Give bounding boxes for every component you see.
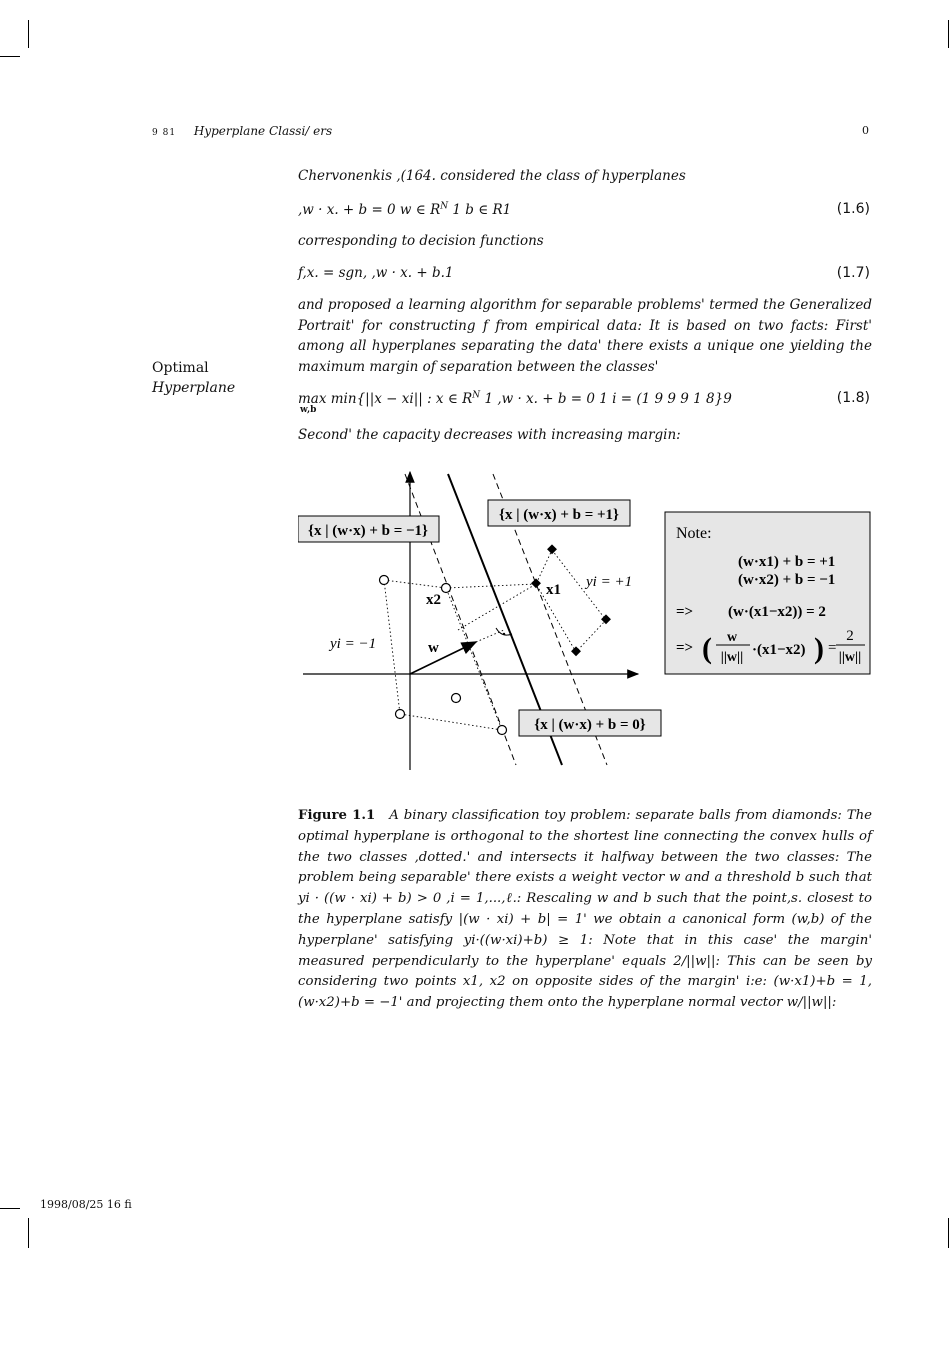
label-w: w: [428, 640, 439, 656]
w-vector: [410, 642, 476, 674]
figure-caption: [298, 806, 872, 1014]
page-number: 9 81: [152, 128, 177, 138]
note-frac2-num: 2: [846, 628, 854, 644]
footer-date: 1998/08/25 16 fi: [40, 1198, 132, 1211]
equation-1-6-body: ,w · x. + b = 0 w ∈ $R^N$ 1 b ∈ R1: [298, 201, 512, 218]
figure-caption-label: Figure 1.1: [298, 808, 376, 823]
ball: [396, 710, 405, 719]
ball: [442, 584, 451, 593]
ball: [498, 726, 507, 735]
intro-paragraph: Chervonenkis ,(164. considered the class of hyperplanes: [298, 168, 686, 184]
note-arrow1: =>: [676, 604, 694, 620]
hull-negative: [384, 580, 502, 730]
label-yi-pos: yi = +1: [586, 574, 633, 590]
hull-positive: [536, 550, 606, 652]
corresponding-paragraph: corresponding to decision functions: [298, 233, 544, 249]
note-arrow2: =>: [676, 640, 694, 656]
diamond: [547, 544, 557, 554]
crop-mark-top-right-v: [948, 20, 949, 48]
diamond: [531, 578, 541, 588]
note-eq: =: [828, 640, 837, 656]
diamond: [601, 614, 611, 624]
crop-mark-bottom-left-h: [0, 1208, 20, 1209]
equation-1-7-body: f,x. = sgn, ,w · x. + b.1: [298, 265, 454, 281]
note-frac1-den: ||w||: [720, 650, 744, 665]
margin-note: [152, 358, 235, 398]
diamond: [571, 646, 581, 656]
figure-caption-text: A binary classification toy problem: separate balls from diamonds: The optimal hyperplane is orthogonal to the shortest line connecting the convex hulls of the two classes ,dotted.' and intersects it halfway between the two classes: The problem being separable' there exists a weight vector w and a threshold b such that yi · ((w · xi) + b) > 0 ,i = 1,...,ℓ.: Rescaling w and b such that the point,s. closest to the hyperplane satisfy |(w · xi) + b| = 1' we obtain a canonical form (w,b) of the hyperplane' satisfying yi·((w·xi)+b) ≥ 1: Note that in this case' the margin' measured perpendicularly to the hyperplane' equals 2/||w||: This can be seen by considering two points x1, x2 on opposite sides of the margin' i:e: (w·x1)+b = 1, (w·x2)+b = −1' and projecting them onto the hyperplane normal vector w/||w||:: [298, 808, 873, 1011]
note-line3: (w·(x1−x2)) = 2: [728, 604, 826, 620]
proposed-paragraph: and proposed a learning algorithm for separable problems' termed the Generalized Portrait' for constructing f from empirical data: It is based on two facts: First' among all hyperplanes separating the data' there exists a unique one yielding the maximum margin of separation between the classes': [298, 297, 872, 376]
label-negative: {x | (w·x) + b = −1}: [308, 523, 428, 539]
note-line1: (w·x1) + b = +1: [738, 554, 836, 570]
crop-mark-top-left-v: [28, 20, 29, 48]
note-paren-open: (: [702, 632, 712, 665]
equation-1-8-number: (1.8): [836, 390, 870, 406]
equation-1-8-body: max min{||x − xi|| : x ∈ $R^N$ 1 ,w · x. + b = 0 1 i = (1 9 9 9 1 8}9: [298, 390, 732, 407]
header-right-mark: 0: [862, 124, 869, 137]
equation-1-7-number: (1.7): [836, 265, 870, 281]
crop-mark-bottom-right-v: [948, 1218, 949, 1248]
equation-1-7: [298, 265, 870, 281]
note-frac2-den: ||w||: [838, 650, 862, 665]
label-yi-neg: yi = −1: [330, 636, 377, 652]
note-frac1-num: w: [726, 630, 738, 645]
note-line2: (w·x2) + b = −1: [738, 572, 836, 588]
running-title: Hyperplane Classi/ ers: [193, 124, 333, 138]
note-dot-term: ·(x1−x2): [752, 642, 806, 658]
ball: [452, 694, 461, 703]
figure-1-1-diagram: [298, 462, 878, 782]
right-angle-guide: [476, 630, 504, 642]
running-header: [152, 124, 332, 138]
label-positive: {x | (w·x) + b = +1}: [499, 507, 619, 523]
margin-note-line1: Optimal: [152, 360, 209, 376]
equation-1-8: [298, 390, 870, 415]
crop-mark-top-left-h: [0, 56, 20, 57]
equation-1-6: [298, 201, 870, 218]
label-zero: {x | (w·x) + b = 0}: [534, 717, 646, 733]
note-title: Note:: [676, 525, 712, 542]
equation-1-8-subscript: w,b: [300, 405, 317, 415]
ball: [380, 576, 389, 585]
label-x2: x2: [426, 592, 441, 608]
crop-mark-bottom-left-v: [28, 1218, 29, 1248]
label-x1: x1: [546, 582, 561, 598]
note-paren-close: ): [814, 632, 824, 665]
equation-1-6-number: (1.6): [836, 201, 870, 217]
connecting-line-2: [458, 584, 536, 630]
second-paragraph: Second' the capacity decreases with increasing margin:: [298, 427, 681, 443]
margin-note-line2: Hyperplane: [152, 380, 236, 396]
